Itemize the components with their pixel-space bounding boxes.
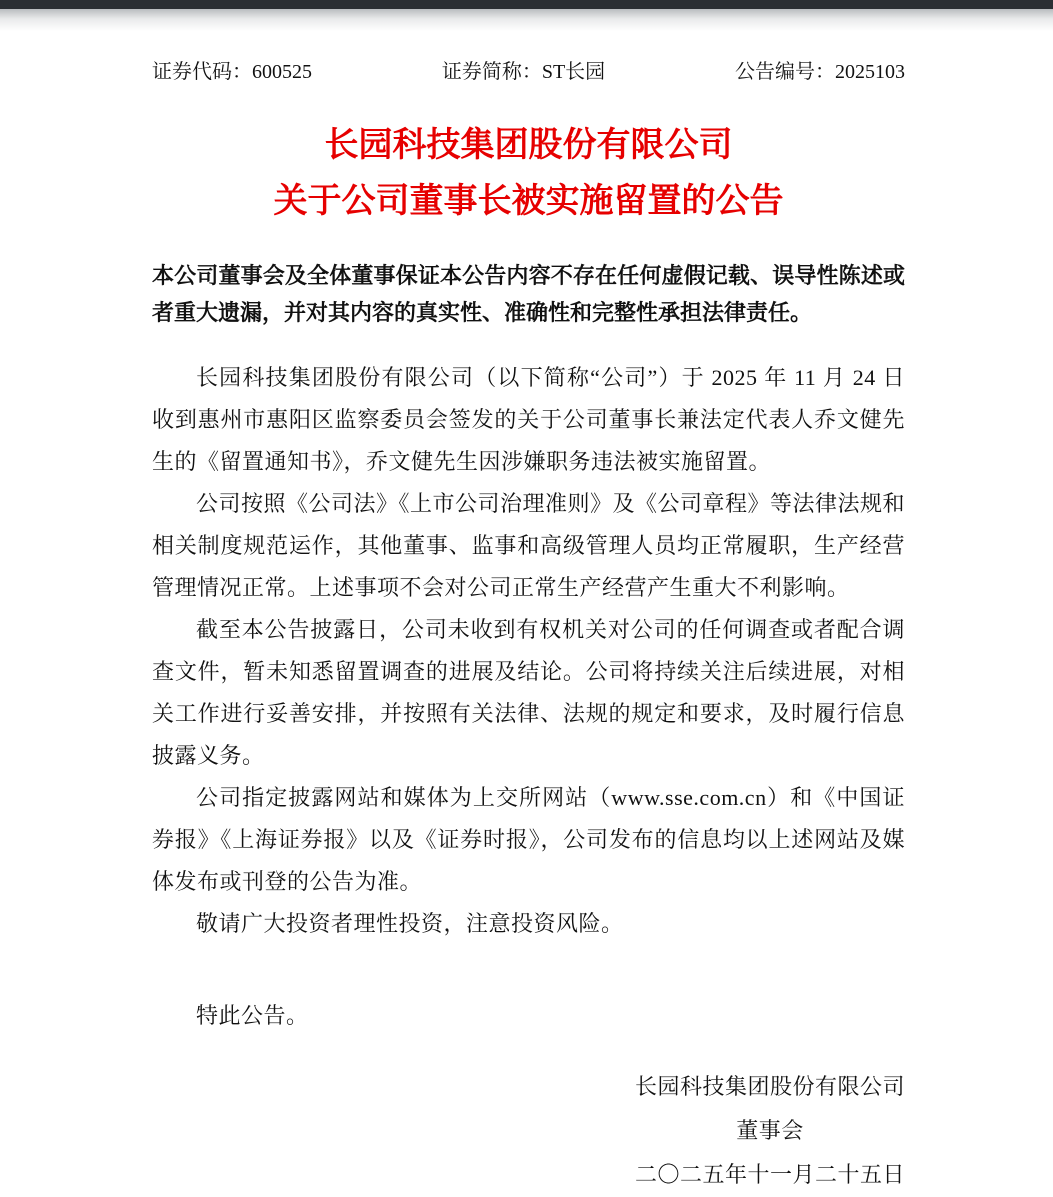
announcement-number-label: 公告编号： xyxy=(735,61,835,83)
signature-board: 董事会 xyxy=(736,1118,804,1143)
stock-abbreviation-label: 证券简称： xyxy=(441,61,542,83)
stock-code-label: 证券代码： xyxy=(152,61,252,83)
signature-block xyxy=(635,1065,905,1197)
document-title-line2: 关于公司董事长被实施留置的公告 xyxy=(273,182,784,220)
announcement-body xyxy=(152,357,905,945)
paragraph-governance: 公司按照《公司法》《上市公司治理准则》及《公司章程》等法律法规和相关制度规范运作，其他董事、监事和高级管理人员均正常履职，生产经营管理情况正常。上述事项不会对公司正常生产经营产生重大不利影响。 xyxy=(152,491,906,600)
paragraph-disclosure-media: 公司指定披露网站和媒体为上交所网站（www.sse.com.cn）和《中国证券报》《上海证券报》以及《证券时报》，公司发布的信息均以上述网站及媒体发布或刊登的公告为准。 xyxy=(152,785,905,894)
announcement-number xyxy=(735,59,905,85)
page-top-shadow xyxy=(0,9,1053,31)
stock-abbreviation-value: ST长园 xyxy=(541,61,606,83)
stock-code xyxy=(152,59,312,85)
document-header xyxy=(152,59,905,85)
page-top-edge xyxy=(0,0,1053,9)
stock-abbreviation xyxy=(442,59,605,85)
paragraph-investigation-status: 截至本公告披露日，公司未收到有权机关对公司的任何调查或者配合调查文件，暂未知悉留置调查的进展及结论。公司将持续关注后续进展，对相关工作进行妥善安排，并按照有关法律、法规的规定和要求，及时履行信息披露义务。 xyxy=(152,617,905,768)
signature-date: 二〇二五年十一月二十五日 xyxy=(634,1162,905,1187)
announcement-number-value: 2025103 xyxy=(835,61,905,83)
document-title xyxy=(152,117,905,229)
stock-code-value: 600525 xyxy=(252,61,312,83)
board-disclaimer: 本公司董事会及全体董事保证本公告内容不存在任何虚假记载、误导性陈述或者重大遗漏，并对其内容的真实性、准确性和完整性承担法律责任。 xyxy=(152,263,905,325)
signature-company: 长园科技集团股份有限公司 xyxy=(634,1074,905,1099)
closing-statement: 特此公告。 xyxy=(196,1003,309,1028)
document-title-line1: 长园科技集团股份有限公司 xyxy=(324,126,733,164)
announcement-document xyxy=(152,59,905,1197)
paragraph-investor-reminder: 敬请广大投资者理性投资，注意投资风险。 xyxy=(196,911,624,936)
paragraph-detention-notice: 长园科技集团股份有限公司（以下简称“公司”）于 2025 年 11 月 24 日收到惠州市惠阳区监察委员会签发的关于公司董事长兼法定代表人乔文健先生的《留置通知书》，乔文健先生因涉嫌职务违法被实施留置。 xyxy=(152,365,905,474)
